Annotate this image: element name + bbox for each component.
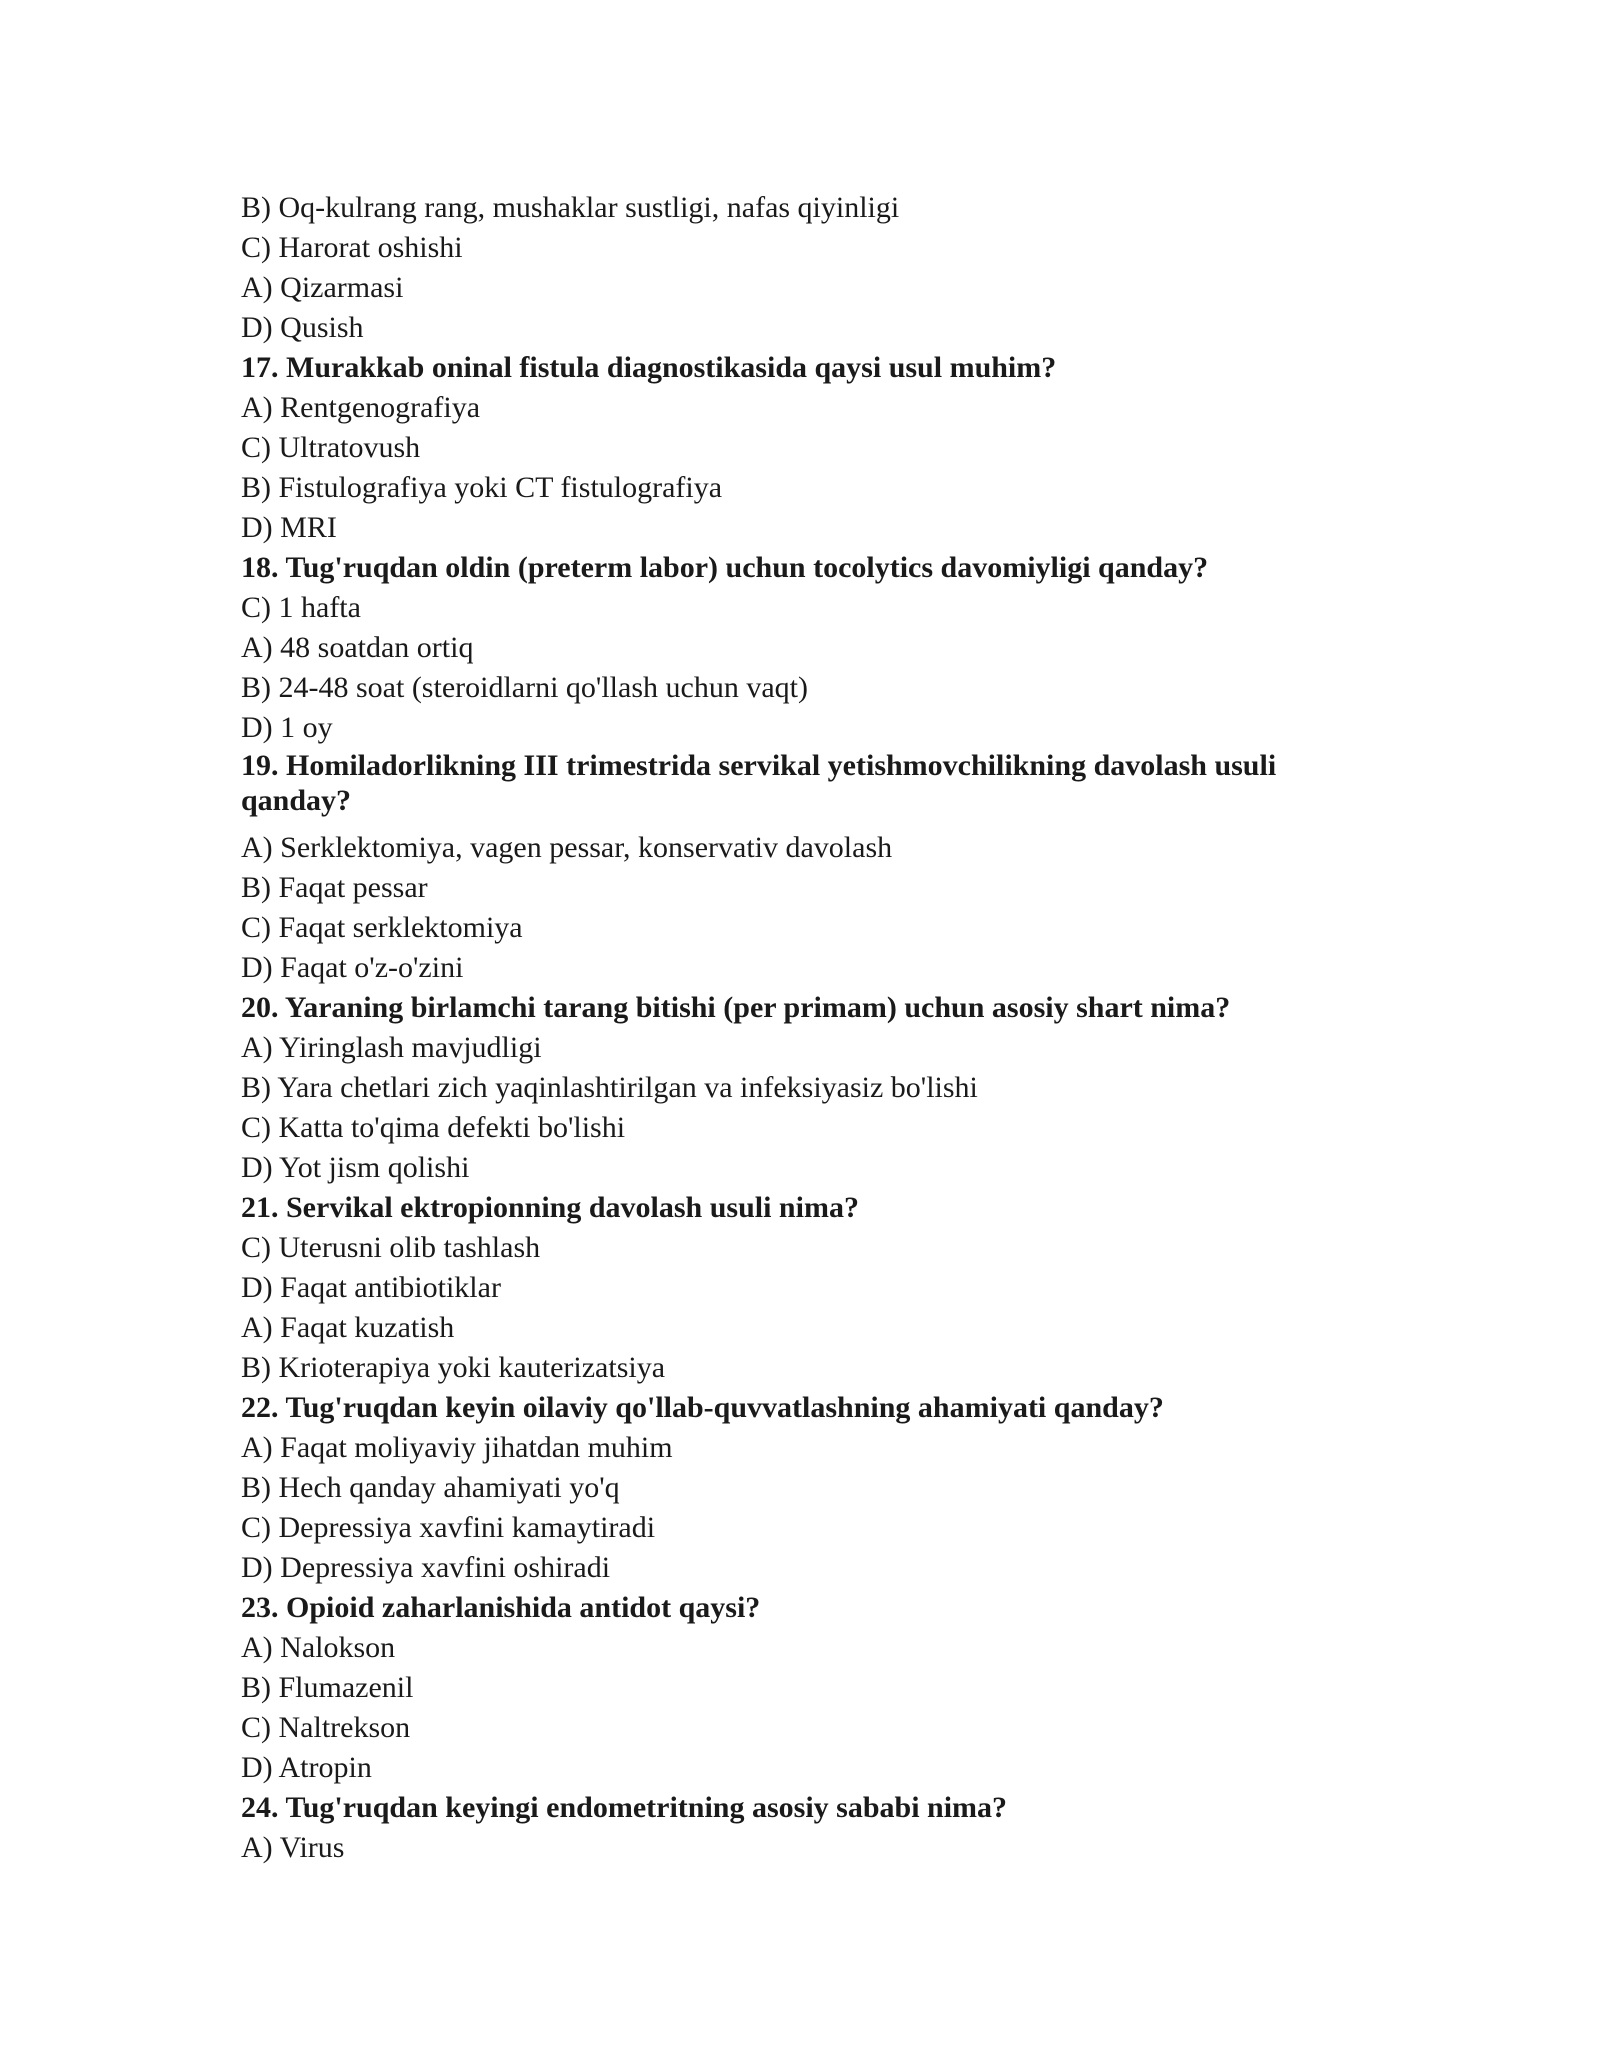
question-23: 23. Opioid zaharlanishida antidot qaysi? (241, 1591, 761, 1624)
answer-option: C) Harorat oshishi (241, 231, 463, 264)
answer-option: A) Yiringlash mavjudligi (241, 1031, 542, 1064)
question-24: 24. Tug'ruqdan keyingi endometritning asosiy sababi nima? (241, 1791, 1008, 1824)
answer-option: A) 48 soatdan ortiq (241, 631, 474, 664)
answer-option: C) Ultratovush (241, 431, 421, 464)
answer-option: B) Hech qanday ahamiyati yo'q (241, 1471, 620, 1504)
answer-option: A) Nalokson (241, 1631, 396, 1664)
question-18: 18. Tug'ruqdan oldin (preterm labor) uchun tocolytics davomiyligi qanday? (241, 551, 1209, 584)
answer-option: A) Serklektomiya, vagen pessar, konservativ davolash (241, 831, 893, 864)
answer-option: B) Fistulografiya yoki CT fistulografiya (241, 471, 723, 504)
answer-option: C) Uterusni olib tashlash (241, 1231, 541, 1264)
answer-option: B) Oq-kulrang rang, mushaklar sustligi, nafas qiyinligi (241, 191, 900, 224)
answer-option: D) Depressiya xavfini oshiradi (241, 1551, 611, 1584)
answer-option: C) Katta to'qima defekti bo'lishi (241, 1111, 626, 1144)
answer-option: B) Flumazenil (241, 1671, 414, 1704)
answer-option: A) Faqat kuzatish (241, 1311, 455, 1344)
question-21: 21. Servikal ektropionning davolash usuli nima? (241, 1191, 859, 1224)
answer-option: A) Faqat moliyaviy jihatdan muhim (241, 1431, 673, 1464)
answer-option: D) Yot jism qolishi (241, 1151, 470, 1184)
answer-option: D) Faqat o'z-o'zini (241, 951, 464, 984)
answer-option: C) 1 hafta (241, 591, 361, 624)
question-19: 19. Homiladorlikning III trimestrida servikal yetishmovchilikning davolash usuli qanday? (241, 749, 1277, 817)
answer-option: B) Yara chetlari zich yaqinlashtirilgan va infeksiyasiz bo'lishi (241, 1071, 978, 1104)
answer-option: C) Faqat serklektomiya (241, 911, 523, 944)
answer-option: A) Rentgenografiya (241, 391, 481, 424)
answer-option: D) Qusish (241, 311, 364, 344)
answer-option: D) Faqat antibiotiklar (241, 1271, 501, 1304)
answer-option: C) Naltrekson (241, 1711, 411, 1744)
question-17: 17. Murakkab oninal fistula diagnostikasida qaysi usul muhim? (241, 351, 1057, 384)
question-22: 22. Tug'ruqdan keyin oilaviy qo'llab-quvvatlashning ahamiyati qanday? (241, 1391, 1164, 1424)
answer-option: B) 24-48 soat (steroidlarni qo'llash uchun vaqt) (241, 671, 808, 704)
answer-option: D) MRI (241, 511, 337, 544)
answer-option: D) Atropin (241, 1751, 372, 1784)
answer-option: B) Faqat pessar (241, 871, 428, 904)
answer-option: D) 1 oy (241, 711, 333, 744)
answer-option: C) Depressiya xavfini kamaytiradi (241, 1511, 656, 1544)
answer-option: A) Qizarmasi (241, 271, 404, 304)
answer-option: B) Krioterapiya yoki kauterizatsiya (241, 1351, 666, 1384)
answer-option: A) Virus (241, 1831, 345, 1864)
quiz-content (241, 188, 1341, 1868)
question-20: 20. Yaraning birlamchi tarang bitishi (per primam) uchun asosiy shart nima? (241, 991, 1231, 1024)
